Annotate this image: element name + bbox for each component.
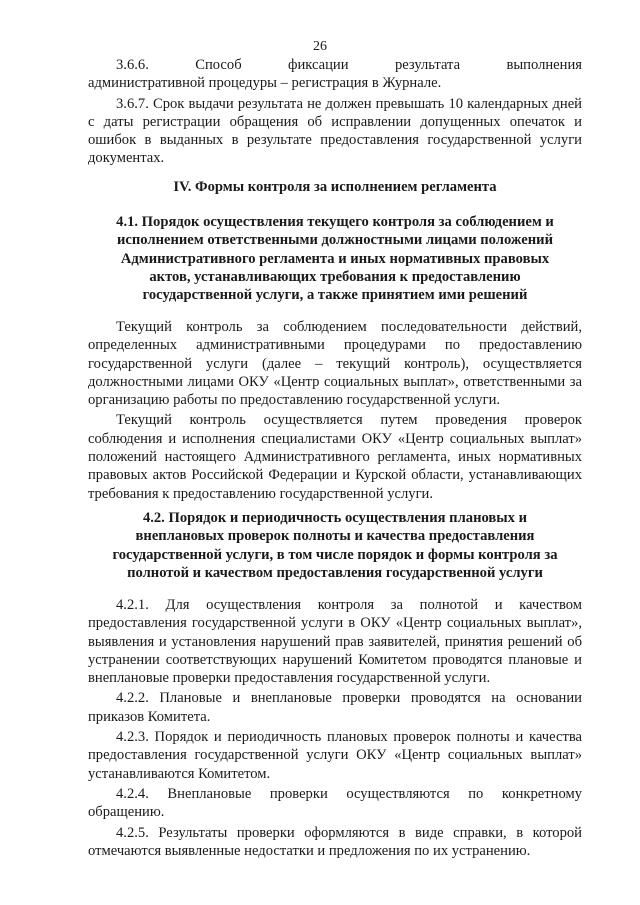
p366-word: выполнения (506, 57, 582, 73)
p366-word: результата (394, 57, 461, 73)
paragraph-3-6-6-line-1 (88, 56, 582, 74)
paragraph-4-2-4: 4.2.4. Внеплановые проверки осуществляются по конкретному обращению. (88, 785, 582, 821)
paragraph-3-6-7: 3.6.7. Срок выдачи результата не должен превышать 10 календарных дней с даты регистрации обращения об исправлении допущенных опечаток и ошибок в выданных в результате предоставления государственной услуги документах. (88, 95, 582, 167)
heading-line: внеплановых проверок полноты и качества предоставления (135, 528, 535, 545)
section-4-2-body (88, 596, 582, 860)
section-4-1-body (88, 318, 582, 503)
heading-line: актов, устанавливающих требования к предоставлению (149, 268, 521, 285)
heading-line: государственной услуги, в том числе порядок и формы контроля за (112, 546, 558, 563)
heading-line: исполнением ответственными должностными лицами положений (117, 232, 553, 249)
paragraph-4-2-2: 4.2.2. Плановые и внеплановые проверки проводятся на основании приказов Комитета. (88, 690, 582, 725)
p366-word: 3.6.6. (116, 57, 149, 73)
paragraph-3-6-6-line-2: административной процедуры – регистрация в Журнале. (88, 75, 442, 92)
heading-line: 4.1. Порядок осуществления текущего контроля за соблюдением и (116, 214, 554, 230)
paragraph-4-1-b: Текущий контроль осуществляется путем проведения проверок соблюдения и исполнения специалистами ОКУ «Центр социальных выплат» положений настоящего Административного регламента, иных нормативных правовых актов Российской Федерации и Курской области, устанавливающих требования к предоставлению государственной услуги. (88, 412, 582, 502)
page-number: 26 (313, 39, 327, 54)
section-4-1-heading (96, 213, 574, 304)
paragraph-4-2-1: 4.2.1. Для осуществления контроля за полнотой и качеством предоставления государственной услуги в ОКУ «Центр социальных выплат», выявления и установления нарушений прав заявителей, принятия решений об устранении соответствующих нарушений Комитетом проводятся плановые и внеплановые проверки предоставления государственной услуги. (88, 597, 582, 687)
section-iv-title: IV. Формы контроля за исполнением регламента (173, 179, 497, 195)
heading-line: государственной услуги, а также принятием ими решений (142, 287, 528, 304)
heading-line: Административного регламента и иных нормативных правовых (120, 250, 550, 267)
p366-word: Способ (195, 57, 242, 73)
top-section (88, 56, 582, 168)
paragraph-4-2-5: 4.2.5. Результаты проверки оформляются в виде справки, в которой отмечаются выявленные недостатки и предложения по их устранению. (88, 824, 582, 859)
heading-line: 4.2. Порядок и периодичность осуществления плановых и (142, 510, 528, 526)
paragraph-4-1-a: Текущий контроль за соблюдением последовательности действий, определенных административными процедурами по предоставлению государственной услуги (далее – текущий контроль), осуществляется должностными лицами ОКУ «Центр социальных выплат», ответственными за организацию работы по предоставлению государственной услуги. (88, 319, 582, 409)
section-4-2-heading (96, 509, 574, 582)
paragraph-4-2-3: 4.2.3. Порядок и периодичность плановых проверок полноты и качества предоставления государственной услуги ОКУ «Центр социальных выплат» устанавливаются Комитетом. (88, 729, 582, 782)
p366-word: фиксации (288, 57, 349, 73)
heading-line: полнотой и качеством предоставления государственной услуги (127, 564, 543, 581)
